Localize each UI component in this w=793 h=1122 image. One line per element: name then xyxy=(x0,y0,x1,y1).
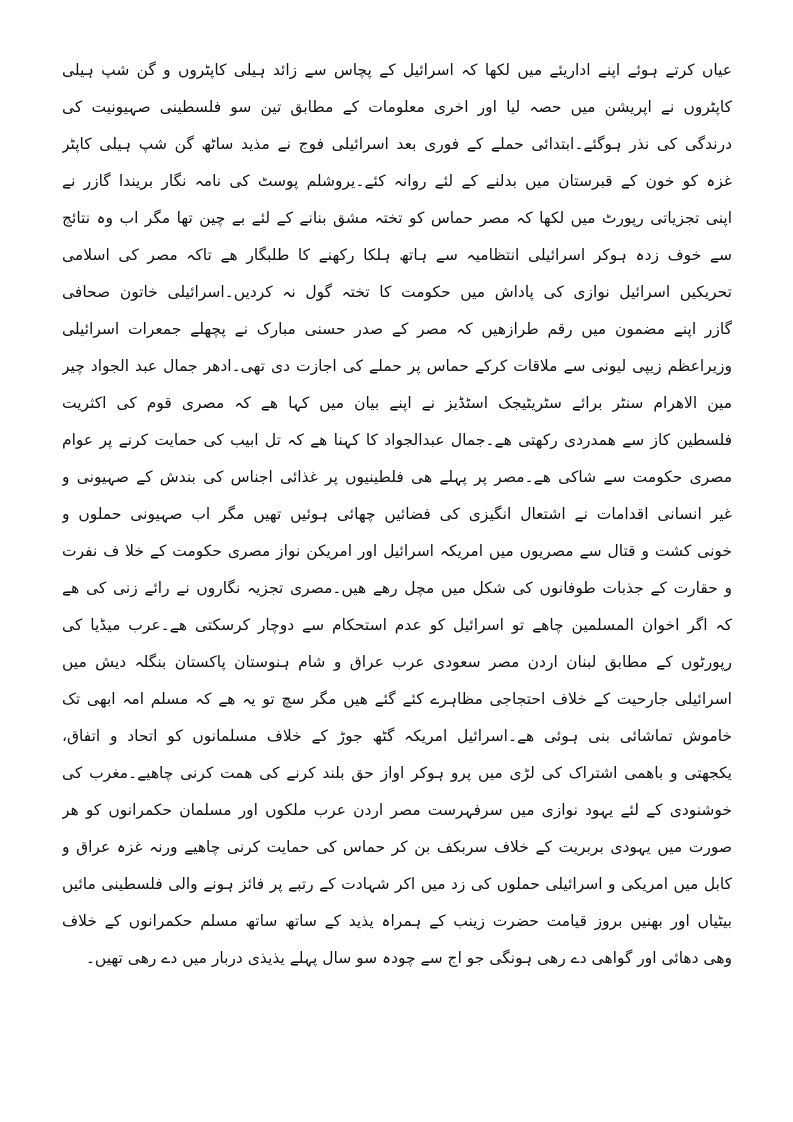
text-line-22: صورت میں یہودی بربریت کے خلاف سربکف بن کر حماس کی حمایت کرنی چاھیے ورنہ غزہ عراق و xyxy=(62,838,732,856)
text-line-12: مصری حکومت سے شاکی ھے۔مصر پر پہلے ھی فلطینیوں پر غذائی اجناس کی بندش کے صہیونی و xyxy=(62,468,732,486)
text-line-8: گازر اپنے مضمون میں رقم طرازھیں کہ مصر کے صدر حسنی مبارک نے پچھلے جمعرات اسرائیلی xyxy=(62,320,732,338)
text-line-20: یکجھتی و باھمی اشتراک کی لڑی میں پرو ہوکر اواز حق بلند کرنے کی ھمت کرنی چاھیے۔مغرب کی xyxy=(62,764,732,782)
text-line-2: کاپٹروں نے اپریشن میں حصہ لیا اور اخری معلومات کے مطابق تین سو فلسطینی صہیونیت کی xyxy=(62,98,732,116)
text-line-3: درندگی کی نذر ہوگئے۔ابتدائی حملے کے فوری بعد اسرائیلی فوج نے مذید ساٹھ گن شپ ہیلی کاپٹر xyxy=(62,135,732,153)
text-line-17: رپورٹوں کے مطابق لبنان اردن مصر سعودی عرب عراق و شام ہنوستان پاکستان بنگلہ دیش میں xyxy=(62,653,732,671)
text-line-1: عیاں کرتے ہوئے اپنے اداریئے میں لکھا کہ اسرائیل کے پچاس سے زائد ہیلی کاپٹروں و گن شپ ہیلی xyxy=(62,61,732,79)
text-line-25: وھی دھائی اور گواھی دے رھی ہونگی جو اج سے چودہ سو سال پہلے یذیذی دربار میں دے رھی تھیں۔ xyxy=(85,949,732,967)
text-line-6: سے خوف زدہ ہوکر اسرائیلی انتظامیہ سے ہاتھ ہلکا رکھنے کا طلبگار ھے تاکہ مصر کی اسلامی xyxy=(62,246,732,264)
text-line-5: اپنی تجزیاتی رپورٹ میں لکھا کہ مصر حماس کو تختہ مشق بنانے کے لئے بے چین تھا مگر اب وہ نتائج xyxy=(62,209,732,227)
text-line-14: خونی کشت و قتال سے مصریوں میں امریکہ اسرائیل اور امریکن نواز مصری حکومت کے خلا ف نفرت xyxy=(62,542,732,560)
text-line-13: غیر انسانی اقدامات نے اشتعال انگیزی کی فضائیں چھائی ہوئیں تھیں مگر اب صہیونی حملوں و xyxy=(62,505,732,523)
text-line-10: مین الاھرام سنٹر برائے سٹریٹیجک اسٹڈیز نے اپنے بیان میں کہا ھے کہ مصری قوم کی اکثریت xyxy=(62,394,732,412)
text-line-11: فلسطین کاز سے ھمدردی رکھتی ھے۔جمال عبدالجواد کا کہنا ھے کہ تل ابیب کی حمایت کرنے پر عوام xyxy=(62,431,732,449)
text-line-15: و حقارت کے جذبات طوفانوں کی شکل میں مچل رھے ھیں۔مصری تجزیہ نگاروں نے رائے زنی کی ھے xyxy=(62,579,732,597)
text-line-9: وزیراعظم زیپی لیونی سے ملاقات کرکے حماس پر حملے کی اجازت دی تھی۔ادھر جمال عبد الجواد چیر xyxy=(62,357,732,375)
text-line-4: غزہ کو خون کے قبرستان میں بدلنے کے لئے روانہ کئے۔یروشلم پوسٹ کی نامہ نگار بریندا گازر نے xyxy=(62,172,732,190)
text-line-18: اسرائیلی جارحیت کے خلاف احتجاجی مظاہرے کئے گئے ھیں مگر سچ تو یہ ھے کہ مسلم امہ ابھی تک xyxy=(62,690,732,708)
text-line-21: خوشنودی کے لئے یہود نوازی میں سرفہرست مصر اردن عرب ملکوں اور مسلمان حکمرانوں کو ھر xyxy=(62,801,732,819)
text-line-16: کہ اگر اخوان المسلمین چاھے تو اسرائیل کو عدم استحکام سے دوچار کرسکتی ھے۔عرب میڈیا کی xyxy=(62,616,732,634)
text-line-23: کابل میں امریکی و اسرائیلی حملوں کی زد میں اکر شہادت کے رتبے پر فائز ہونے والی فلسطینی مائیں xyxy=(62,875,732,893)
urdu-body-paragraph xyxy=(62,52,732,977)
text-line-19: خاموش تماشائی بنی ہوئی ھے۔اسرائیل امریکہ گٹھ جوڑ کے خلاف مسلمانوں کو اتحاد و اتفاق، xyxy=(62,727,732,745)
text-line-24: بیٹیاں اور بھنیں بروز قیامت حضرت زینب کے ہمراہ یذید کے ساتھ ساتھ مسلم حکمرانوں کے خلاف xyxy=(62,912,732,930)
text-line-7: تحریکیں اسرائیل نوازی کی پاداش میں حکومت کا تختہ گول نہ کردیں۔اسرائیلی خاتون صحافی xyxy=(62,283,732,301)
